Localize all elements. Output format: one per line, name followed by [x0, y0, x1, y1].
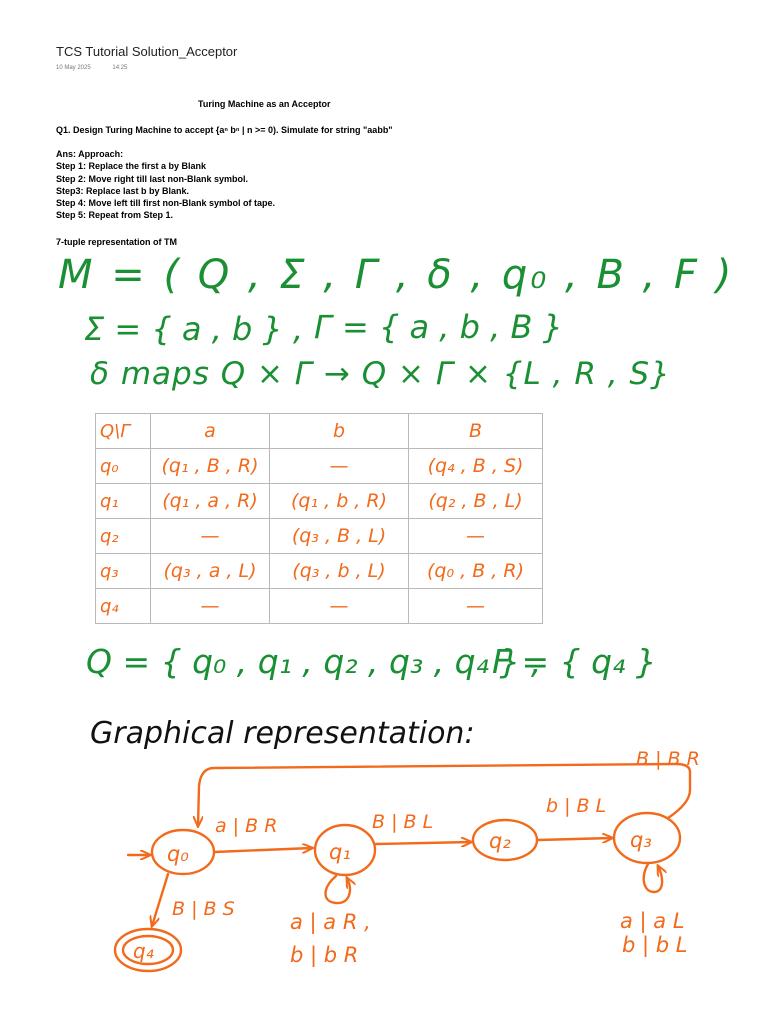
table-corner: Q\Γ — [96, 414, 151, 449]
transition-cell: (q₁ , a , R) — [151, 484, 270, 519]
question-text: Q1. Design Turing Machine to accept {aⁿ bⁿ | n >= 0). Simulate for string "aabb" — [56, 125, 393, 135]
doc-heading: Turing Machine as an Acceptor — [198, 99, 331, 109]
state-label-q1: q₁ — [329, 840, 351, 864]
state-cell: q₀ — [96, 449, 151, 484]
graph-title-handwritten: Graphical representation: — [90, 716, 475, 751]
edge-q0-q4 — [152, 874, 168, 926]
state-label-q3: q₃ — [630, 828, 652, 852]
transition-cell: (q₀ , B , R) — [409, 554, 543, 589]
table-header: B — [409, 414, 543, 449]
transition-cell: — — [409, 589, 543, 624]
loop-label-q1-b: b | b R — [290, 943, 359, 967]
transition-cell: — — [151, 589, 270, 624]
sigma-handwritten: Σ = { a , b } , — [84, 310, 304, 348]
loop-q1 — [326, 876, 350, 903]
state-cell: q₁ — [96, 484, 151, 519]
page-title: TCS Tutorial Solution_Acceptor — [56, 44, 238, 59]
state-label-q2: q₂ — [489, 829, 511, 853]
edge-q2-q3 — [538, 838, 612, 840]
loop-q3 — [644, 864, 662, 892]
state-cell: q₃ — [96, 554, 151, 589]
edge-label-q0-q4: B | B S — [172, 898, 235, 920]
transition-cell: (q₃ , B , L) — [270, 519, 409, 554]
transition-cell: (q₃ , a , L) — [151, 554, 270, 589]
delta-map-handwritten: δ maps Q × Γ → Q × Γ × {L , R , S} — [90, 356, 671, 392]
state-cell: q₄ — [96, 589, 151, 624]
step-line: Step 4: Move left till first non-Blank symbol of tape. — [56, 198, 276, 209]
transition-cell: — — [270, 449, 409, 484]
transition-cell: — — [409, 519, 543, 554]
transition-cell: (q₁ , b , R) — [270, 484, 409, 519]
final-state-handwritten: F = { q₄ } — [492, 642, 657, 681]
transition-cell: (q₁ , B , R) — [151, 449, 270, 484]
edge-q0-q1 — [214, 848, 312, 852]
loop-label-q1-a: a | a R , — [290, 910, 371, 934]
transition-cell: (q₄ , B , S) — [409, 449, 543, 484]
tuple-heading: 7-tuple representation of TM — [56, 237, 178, 247]
loop-label-q3-a: a | a L — [620, 909, 685, 933]
page-time: 14:25 — [112, 65, 128, 71]
step-line: Step 2: Move right till last non-Blank symbol. — [56, 173, 249, 184]
step-line: Step 1: Replace the first a by Blank — [56, 161, 207, 172]
state-cell: q₂ — [96, 519, 151, 554]
step-line: Step3: Replace last b by Blank. — [56, 185, 190, 196]
transition-cell: (q₃ , b , L) — [270, 554, 409, 589]
edge-label-q0-q1: a | B R — [215, 815, 278, 837]
edge-label-q1-q2: B | B L — [372, 811, 434, 833]
page-date: 10 May 2025 — [56, 65, 91, 71]
state-label-q0: q₀ — [167, 842, 189, 866]
table-header: b — [270, 414, 409, 449]
edge-q1-q2 — [376, 842, 471, 844]
transition-cell: (q₂ , B , L) — [409, 484, 543, 519]
loop-label-q3-b: b | b L — [622, 933, 688, 957]
step-line: Step 5: Repeat from Step 1. — [56, 210, 174, 221]
table-header: a — [151, 414, 270, 449]
edge-label-q2-q3: b | B L — [546, 795, 607, 817]
answer-label: Ans: Approach: — [56, 149, 124, 159]
transition-cell: — — [270, 589, 409, 624]
states-handwritten: Q = { q₀ , q₁ , q₂ , q₃ , q₄ } , — [86, 642, 542, 681]
state-label-q4: q₄ — [133, 939, 154, 963]
gamma-handwritten: Γ = { a , b , B } — [314, 308, 563, 346]
tuple-handwritten: M = ( Q , Σ , Γ , δ , q₀ , B , F ) — [58, 252, 735, 298]
transition-cell: — — [151, 519, 270, 554]
edge-label-q3-q0: B | B R — [636, 748, 700, 770]
